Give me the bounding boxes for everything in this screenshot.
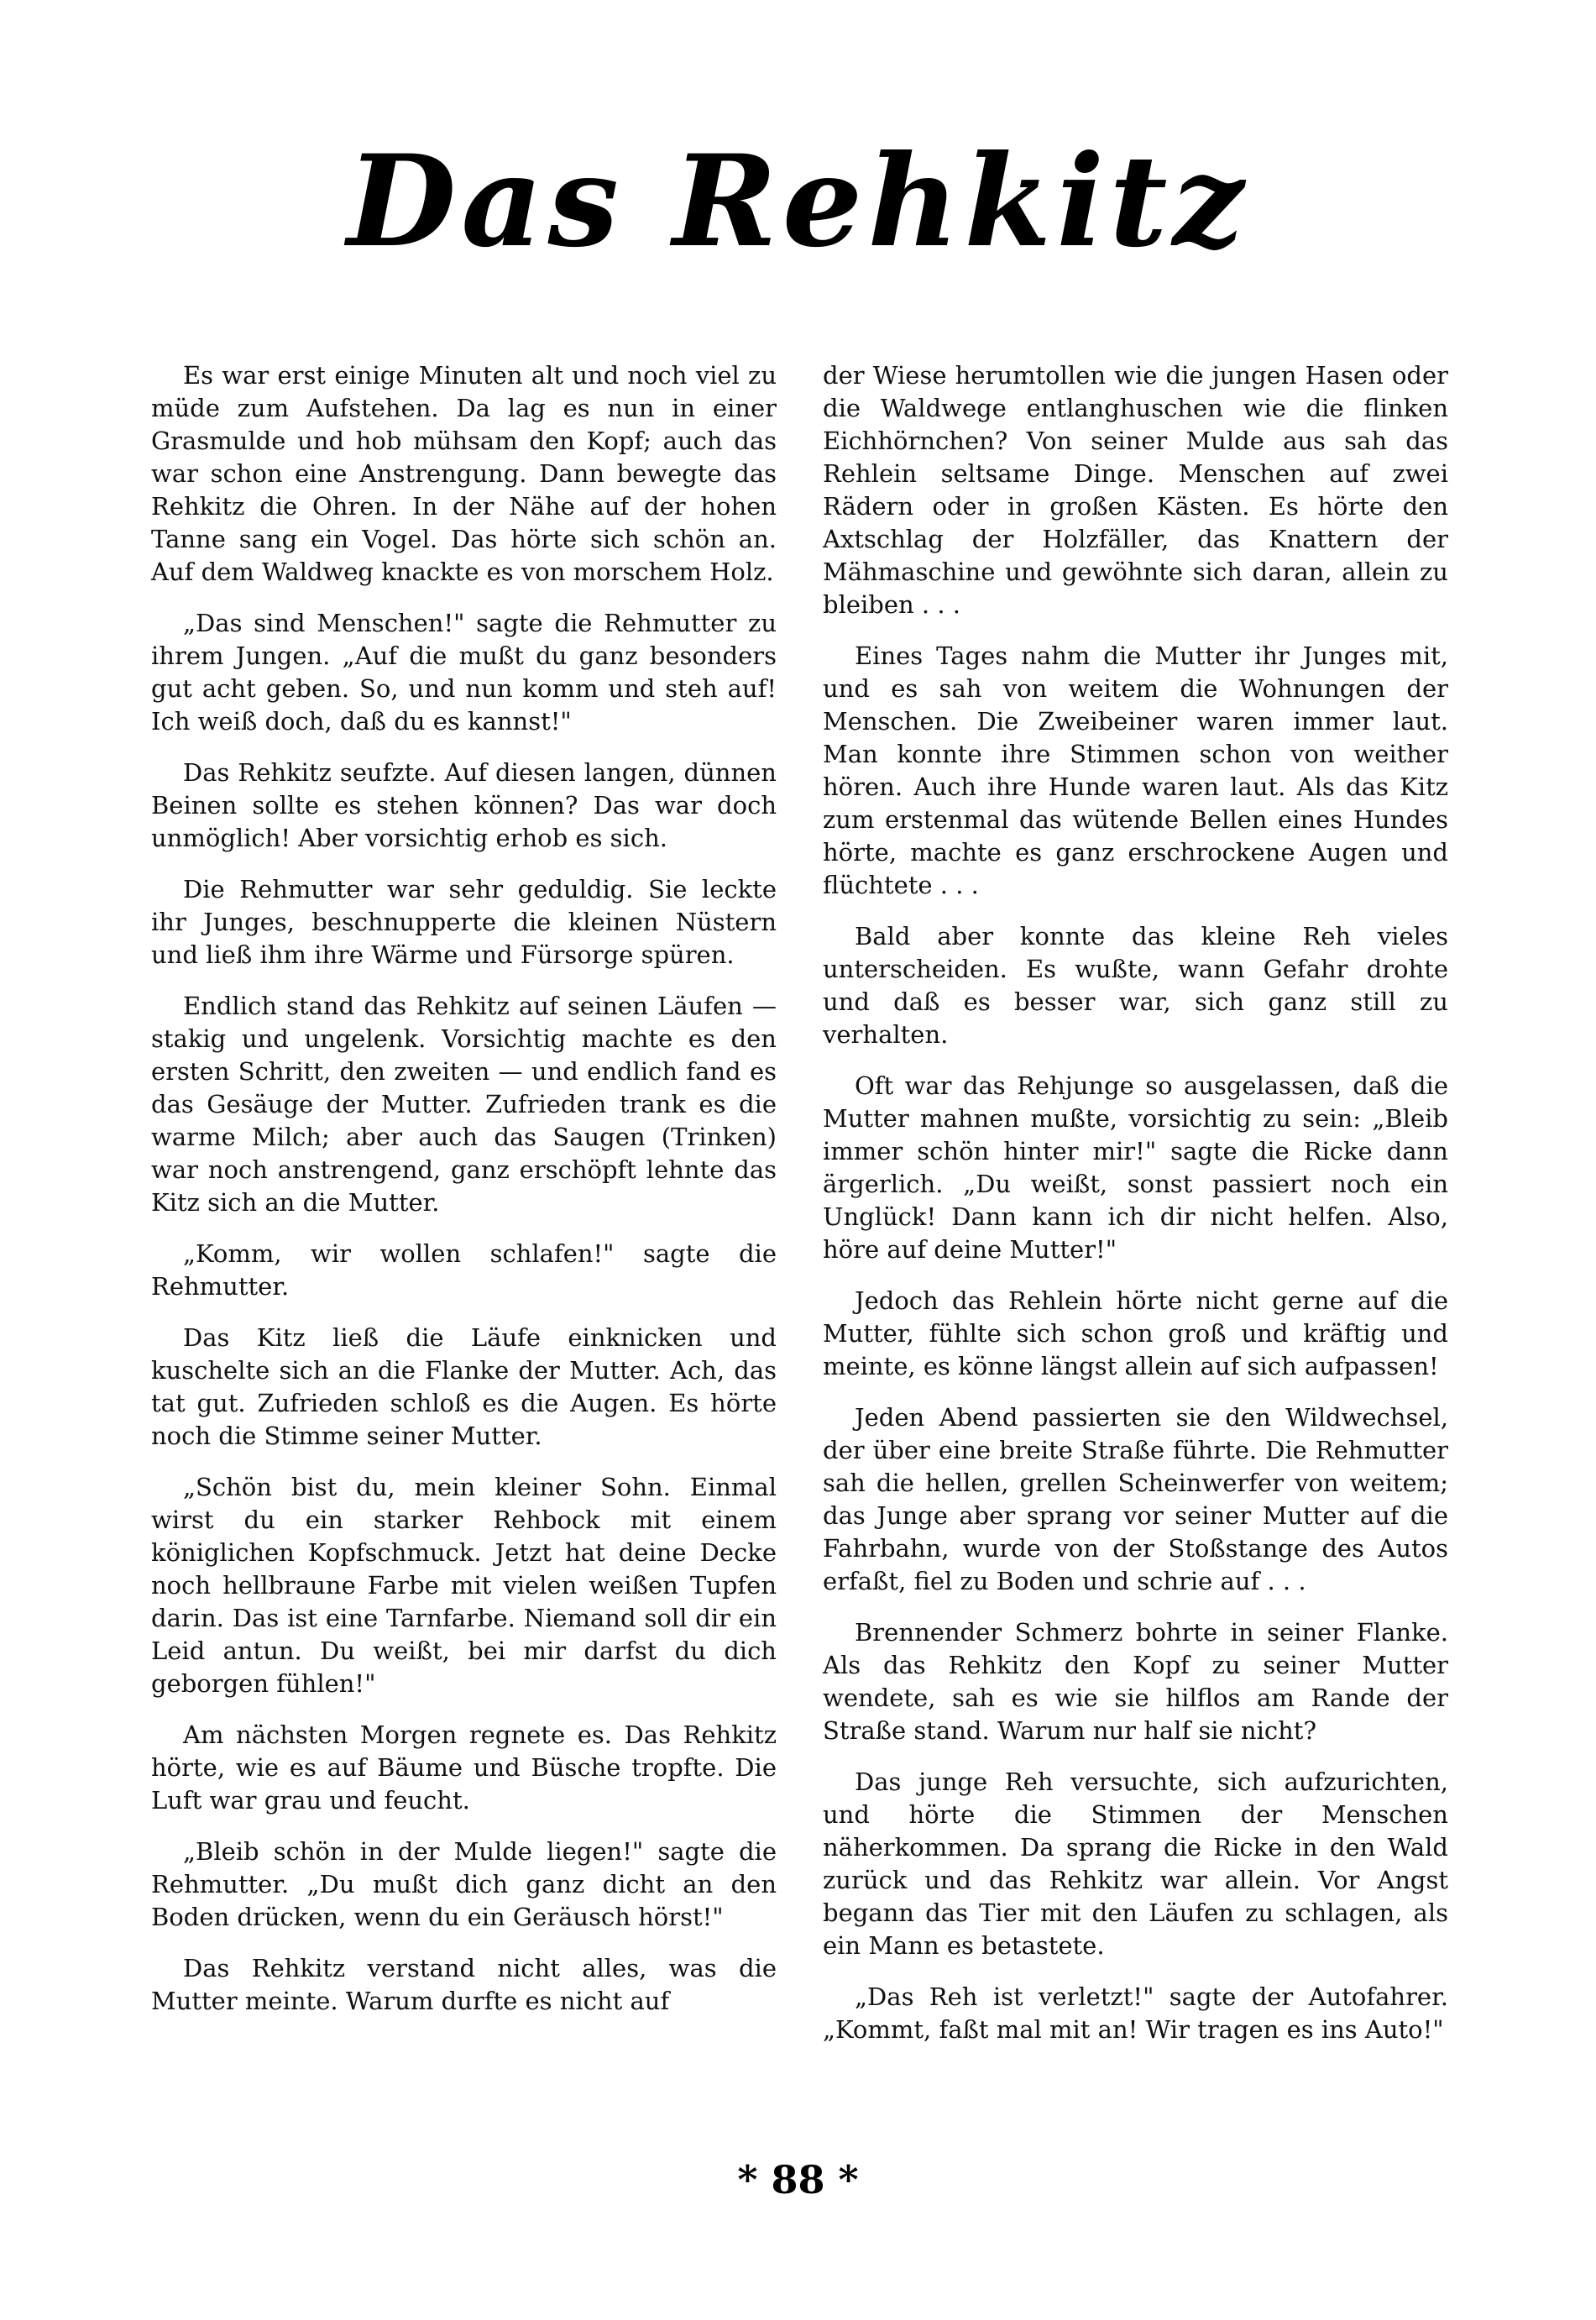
left-column xyxy=(151,359,777,2036)
paragraph: „Bleib schön in der Mulde liegen!" sagte die Rehmutter. „Du mußt dich ganz dicht an den Boden drücken, wenn du ein Geräusch hörst!" xyxy=(151,1837,777,1931)
paragraph: Jeden Abend passierten sie den Wildwechsel, der über eine breite Straße führte. Die Rehmutter sah die hellen, grellen Scheinwerfer von weitem; das Junge aber sprang vor seiner Mutter auf die Fahrbahn, wurde von der Stoßstange des Autos erfaßt, fiel zu Boden und schrie auf . . . xyxy=(823,1403,1448,1595)
paragraph: Es war erst einige Minuten alt und noch viel zu müde zum Aufstehen. Da lag es nun in einer Grasmulde und hob mühsam den Kopf; auch das war schon eine Anstrengung. Dann bewegte das Rehkitz die Ohren. In der Nähe auf der hohen Tanne sang ein Vogel. Das hörte sich schön an. Auf dem Waldweg knackte es von morschem Holz. xyxy=(151,361,777,586)
paragraph: Endlich stand das Rehkitz auf seinen Läufen — stakig und ungelenk. Vorsichtig machte es den ersten Schritt, den zweiten — und endlich fand es das Gesäuge der Mutter. Zufrieden trank es die warme Milch; aber auch das Saugen (Trinken) war noch anstrengend, ganz erschöpft lehnte das Kitz sich an die Mutter. xyxy=(151,992,777,1217)
paragraph: Oft war das Rehjunge so ausgelassen, daß die Mutter mahnen mußte, vorsichtig zu sein: „Bleib immer schön hinter mir!" sagte die Ricke dann ärgerlich. „Du weißt, sonst passiert noch ein Unglück! Dann kann ich dir nicht helfen. Also, höre auf deine Mutter!" xyxy=(823,1071,1448,1264)
paragraph: „Komm, wir wollen schlafen!" sagte die Rehmutter. xyxy=(151,1239,777,1301)
paragraph: Am nächsten Morgen regnete es. Das Rehkitz hörte, wie es auf Bäume und Büsche tropfte. Die Luft war grau und feucht. xyxy=(151,1720,777,1815)
paragraph: Eines Tages nahm die Mutter ihr Junges mit, und es sah von weitem die Wohnungen der Menschen. Die Zweibeiner waren immer laut. Man konnte ihre Stimmen schon von weither hören. Auch ihre Hunde waren laut. Als das Kitz zum erstenmal das wütende Bellen eines Hundes hörte, machte es ganz erschrockene Augen und flüchtete . . . xyxy=(823,642,1448,899)
paragraph: Das Rehkitz verstand nicht alles, was die Mutter meinte. Warum durfte es nicht auf xyxy=(151,1954,777,2015)
paragraph: Das Rehkitz seufzte. Auf diesen langen, dünnen Beinen sollte es stehen können? Das war doch unmöglich! Aber vorsichtig erhob es sich. xyxy=(151,758,777,852)
page-number: * 88 * xyxy=(737,2157,859,2202)
paragraph: Jedoch das Rehlein hörte nicht gerne auf die Mutter, fühlte sich schon groß und kräftig und meinte, es könne längst allein auf sich aufpassen! xyxy=(823,1286,1448,1380)
paragraph-continued: der Wiese herumtollen wie die jungen Hasen oder die Waldwege entlanghuschen wie die flinken Eichhörnchen? Von seiner Mulde aus sah das Rehlein seltsame Dinge. Menschen auf zwei Rädern oder in großen Kästen. Es hörte den Axtschlag der Holzfäller, das Knattern der Mähmaschine und gewöhnte sich daran, allein zu bleiben . . . xyxy=(823,361,1448,619)
paragraph: „Das Reh ist verletzt!" sagte der Autofahrer. „Kommt, faßt mal mit an! Wir tragen es ins Auto!" xyxy=(823,1982,1448,2044)
paragraph: Bald aber konnte das kleine Reh vieles unterscheiden. Es wußte, wann Gefahr drohte und daß es besser war, sich ganz still zu verhalten. xyxy=(823,922,1448,1049)
paragraph: Die Rehmutter war sehr geduldig. Sie leckte ihr Junges, beschnupperte die kleinen Nüstern und ließ ihm ihre Wärme und Fürsorge spüren. xyxy=(151,875,777,969)
paragraph: „Schön bist du, mein kleiner Sohn. Einmal wirst du ein starker Rehbock mit einem königlichen Kopfschmuck. Jetzt hat deine Decke noch hellbraune Farbe mit vielen weißen Tupfen darin. Das ist eine Tarnfarbe. Niemand soll dir ein Leid antun. Du weißt, bei mir darfst du dich geborgen fühlen!" xyxy=(151,1473,777,1698)
right-column xyxy=(823,359,1448,2065)
paragraph: „Das sind Menschen!" sagte die Rehmutter zu ihrem Jungen. „Auf die mußt du ganz besonders gut acht geben. So, und nun komm und steh auf! Ich weiß doch, daß du es kannst!" xyxy=(151,609,777,736)
paragraph: Brennender Schmerz bohrte in seiner Flanke. Als das Rehkitz den Kopf zu seiner Mutter wendete, sah es wie sie hilflos am Rande der Straße stand. Warum nur half sie nicht? xyxy=(823,1618,1448,1745)
paragraph: Das Kitz ließ die Läufe einknicken und kuschelte sich an die Flanke der Mutter. Ach, das tat gut. Zufrieden schloß es die Augen. Es hörte noch die Stimme seiner Mutter. xyxy=(151,1323,777,1450)
paragraph: Das junge Reh versuchte, sich aufzurichten, und hörte die Stimmen der Menschen näherkommen. Da sprang die Ricke in den Wald zurück und das Rehkitz war allein. Vor Angst begann das Tier mit den Läufen zu schlagen, als ein Mann es betastete. xyxy=(823,1767,1448,1960)
page-title: Das Rehkitz xyxy=(347,128,1249,275)
